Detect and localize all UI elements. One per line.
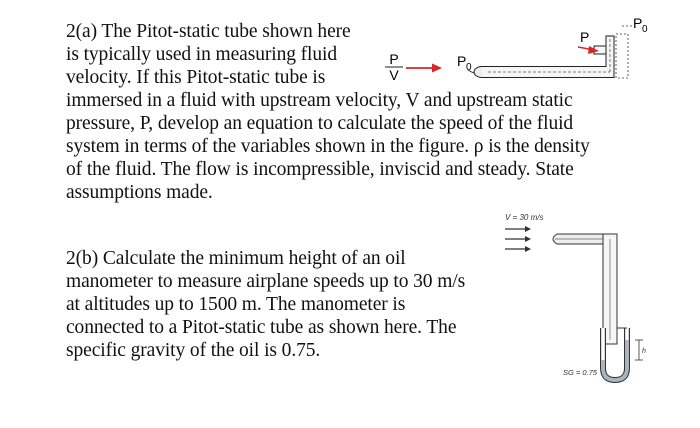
question-a-line: velocity. If this Pitot-static tube is xyxy=(66,67,326,88)
tube-body xyxy=(482,36,614,78)
question-a-line: assumptions made. xyxy=(66,182,213,203)
upstream-pressure-label: P xyxy=(389,51,399,67)
manometer-diagram xyxy=(495,210,655,390)
question-b-line: at altitudes up to 1500 m. The manometer is xyxy=(66,294,406,315)
question-a-line: pressure, P, develop an equation to calculate the speed of the fluid xyxy=(66,113,574,134)
flow-arrow-head xyxy=(432,64,442,73)
flow-arrows xyxy=(505,226,531,252)
pitot-static-tube-diagram xyxy=(370,14,670,88)
specific-gravity-label: SG = 0.75 xyxy=(563,368,597,377)
stagnation-pressure-subscript: 0 xyxy=(466,62,472,73)
outer-tube-outline xyxy=(616,34,628,78)
question-b-line: specific gravity of the oil is 0.75. xyxy=(66,340,321,361)
question-a-line: 2(a) The Pitot-static tube shown here xyxy=(66,21,351,42)
question-b-line: manometer to measure airplane speeds up to 30 m/s xyxy=(66,271,466,292)
velocity-label: V = 30 m/s xyxy=(505,213,544,222)
question-a-line: system in terms of the variables shown in the figure. ρ is the density xyxy=(66,136,590,157)
height-label: h xyxy=(642,348,646,355)
question-b-line: connected to a Pitot-static tube as shown here. The xyxy=(66,317,457,338)
question-a-line: is typically used in measuring fluid xyxy=(66,44,337,65)
question-b-line: 2(b) Calculate the minimum height of an oil xyxy=(66,248,406,269)
question-b-text xyxy=(66,247,465,362)
outlet-pressure-subscript: 0 xyxy=(642,24,648,35)
upstream-velocity-label: V xyxy=(389,67,399,83)
outlet-pressure-label: P xyxy=(633,15,643,31)
stagnation-pressure-label: P xyxy=(457,53,467,69)
static-pressure-label: P xyxy=(580,29,590,45)
question-a-line: of the fluid. The flow is incompressible, inviscid and steady. State xyxy=(66,159,574,180)
question-a-line: immersed in a fluid with upstream velocity, V and upstream static xyxy=(66,90,573,111)
